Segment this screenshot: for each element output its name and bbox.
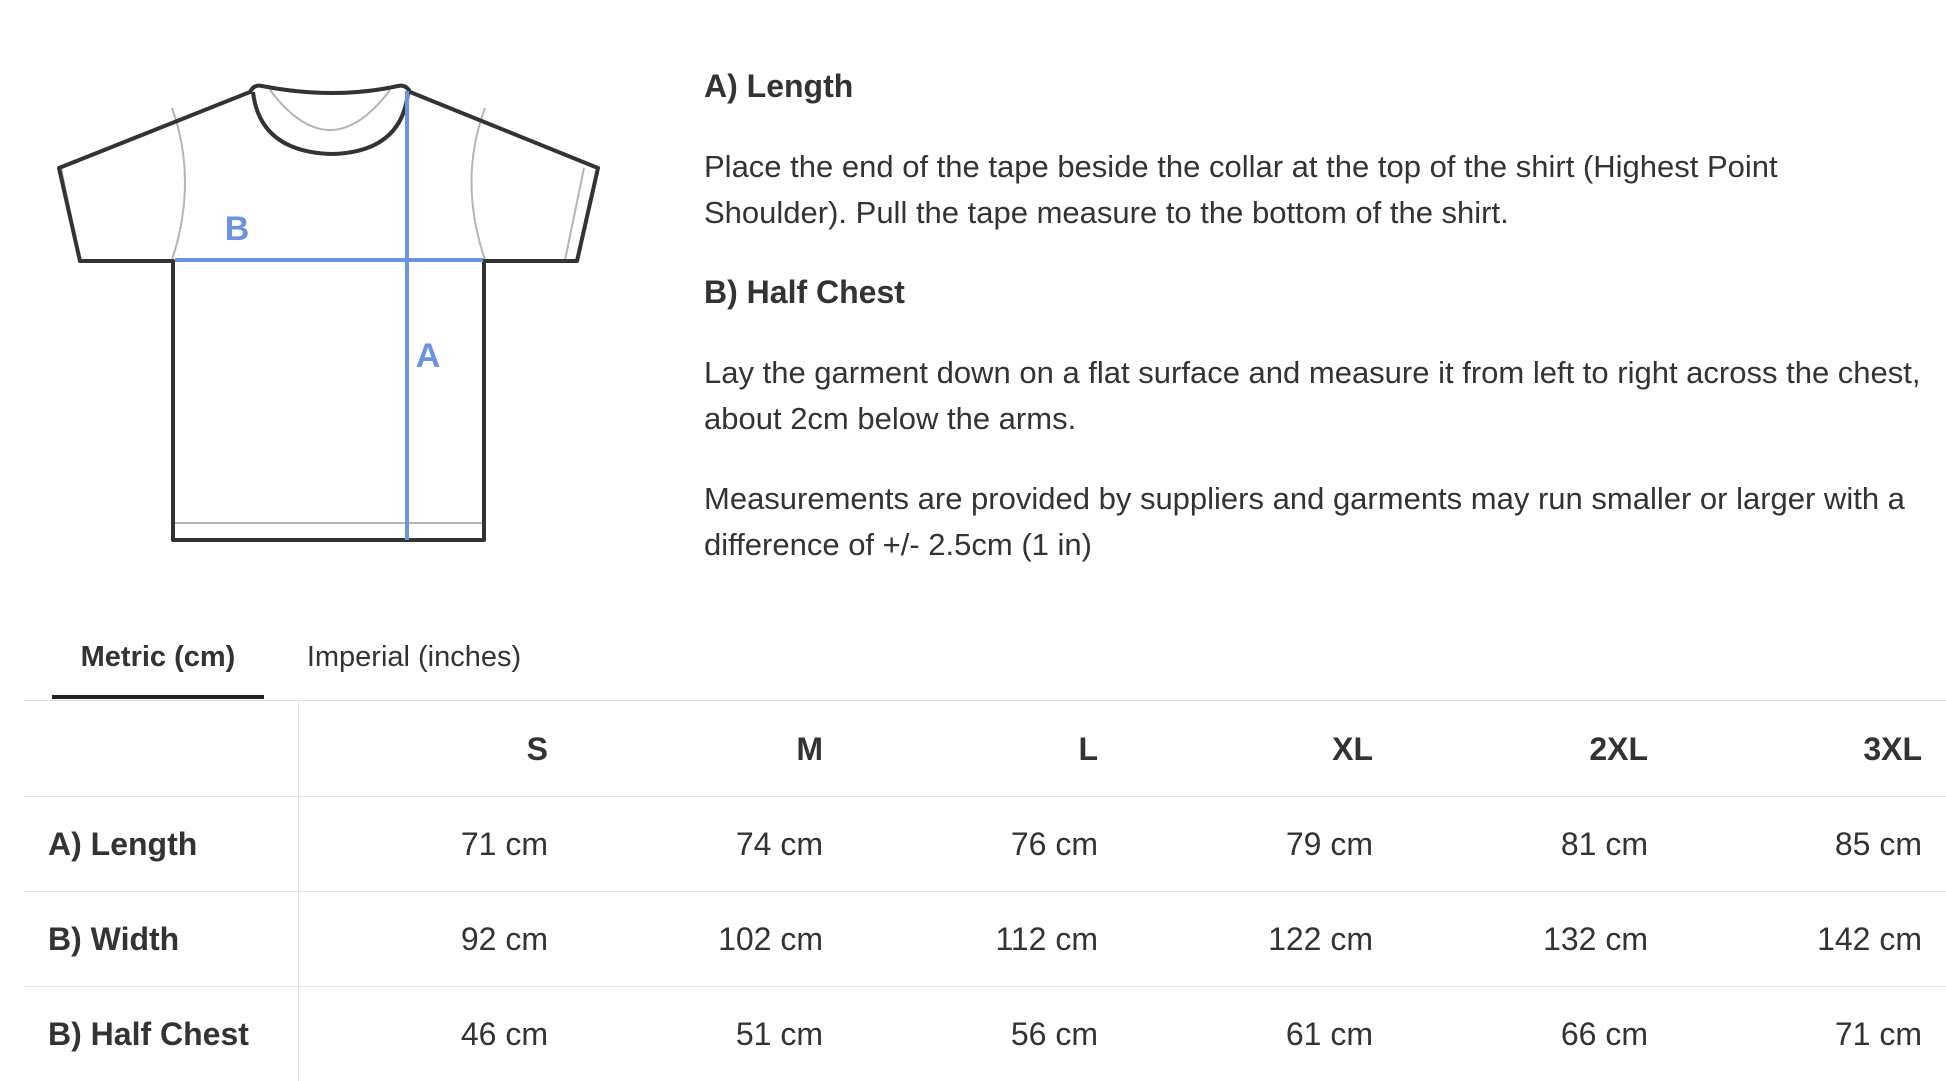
half-chest-heading: B) Half Chest	[704, 268, 1924, 316]
size-header-2xl: 2XL	[1397, 702, 1672, 797]
row-label-width: B) Width	[24, 892, 298, 987]
sleeve-right-seam	[472, 108, 486, 260]
table-cell: 66 cm	[1397, 987, 1672, 1081]
length-heading: A) Length	[704, 62, 1924, 110]
size-header-3xl: 3XL	[1672, 702, 1946, 797]
size-header-xl: XL	[1122, 702, 1397, 797]
table-cell: 46 cm	[298, 987, 572, 1081]
collar-inner-line	[270, 90, 390, 130]
measurement-tolerance-note: Measurements are provided by suppliers and garments may run smaller or larger with a difference of +/- 2.5cm (1 in)	[704, 476, 1924, 568]
diagram-label-b: B	[225, 210, 250, 248]
table-cell: 81 cm	[1397, 797, 1672, 892]
header-corner-cell	[24, 702, 298, 797]
table-row	[24, 797, 1946, 892]
tab-imperial[interactable]: Imperial (inches)	[294, 620, 534, 698]
table-cell: 85 cm	[1672, 797, 1946, 892]
table-cell: 102 cm	[572, 892, 847, 987]
table-cell: 122 cm	[1122, 892, 1397, 987]
sleeve-left-seam	[172, 108, 185, 260]
table-cell: 71 cm	[298, 797, 572, 892]
table-cell: 56 cm	[847, 987, 1122, 1081]
size-header-l: L	[847, 702, 1122, 797]
table-cell: 51 cm	[572, 987, 847, 1081]
table-cell: 92 cm	[298, 892, 572, 987]
table-cell: 74 cm	[572, 797, 847, 892]
row-label-length: A) Length	[24, 797, 298, 892]
table-cell: 61 cm	[1122, 987, 1397, 1081]
table-row	[24, 892, 1946, 987]
table-cell: 142 cm	[1672, 892, 1946, 987]
size-header-row	[24, 702, 1946, 797]
half-chest-description: Lay the garment down on a flat surface and measure it from left to right across the chest, about 2cm below the arms.	[704, 350, 1924, 442]
tab-metric[interactable]: Metric (cm)	[52, 620, 264, 699]
length-description: Place the end of the tape beside the collar at the top of the shirt (Highest Point Shoulder). Pull the tape measure to the bottom of the shirt.	[704, 144, 1924, 236]
diagram-label-a: A	[416, 337, 441, 375]
table-cell: 112 cm	[847, 892, 1122, 987]
collar-outline	[253, 92, 408, 154]
table-cell: 76 cm	[847, 797, 1122, 892]
table-row	[24, 987, 1946, 1081]
table-cell: 79 cm	[1122, 797, 1397, 892]
size-header-s: S	[298, 702, 572, 797]
table-cell: 71 cm	[1672, 987, 1946, 1081]
size-header-m: M	[572, 702, 847, 797]
tshirt-illustration	[40, 60, 610, 580]
table-cell: 132 cm	[1397, 892, 1672, 987]
unit-tabs	[24, 620, 1946, 701]
size-chart-table	[24, 702, 1946, 1081]
tshirt-measurement-diagram	[40, 60, 610, 580]
measurement-instructions	[704, 62, 1924, 568]
row-label-half-chest: B) Half Chest	[24, 987, 298, 1081]
